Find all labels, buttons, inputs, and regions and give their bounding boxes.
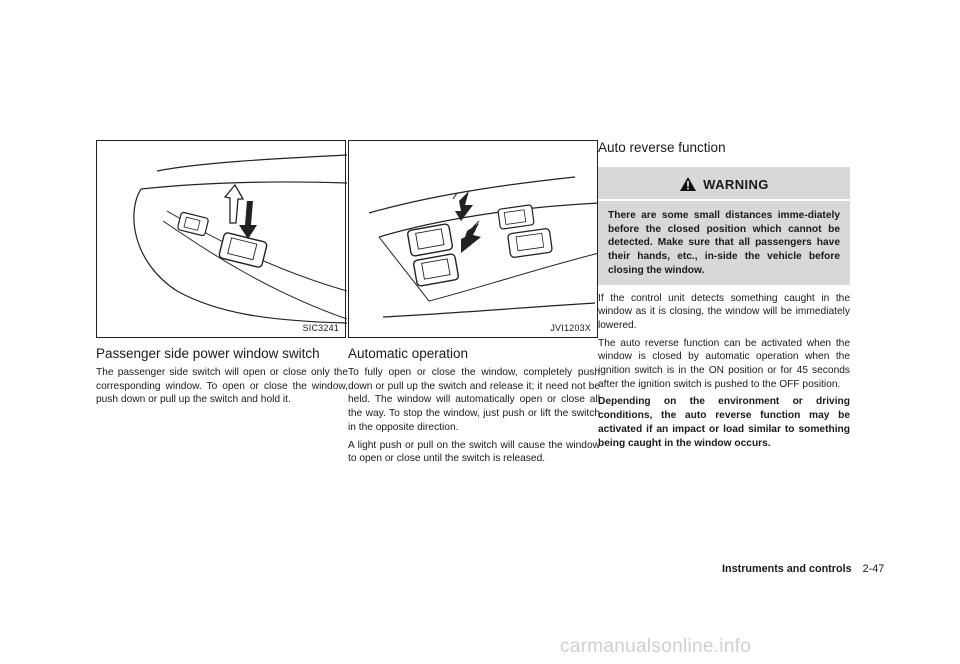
warning-box bbox=[598, 167, 850, 285]
body-paragraph: To fully open or close the window, completely push down or pull up the switch and release it; it need not be held. The window will automatically open or close all the way. To stop the window, just push or lift the switch in the opposite direction. bbox=[348, 367, 600, 433]
body-paragraph: If the control unit detects something caught in the window as it is closing, the window will be immediately lowered. bbox=[598, 292, 850, 331]
body-paragraph: A light push or pull on the switch will cause the window to open or close until the switch is released. bbox=[348, 439, 600, 465]
watermark: carmanualsonline.info bbox=[560, 636, 752, 657]
column-middle bbox=[348, 140, 600, 470]
figure-automatic-switch bbox=[348, 140, 598, 338]
footer-section-title: Instruments and controls bbox=[722, 563, 852, 575]
automatic-switch-illustration bbox=[349, 141, 599, 339]
warning-title: WARNING bbox=[703, 176, 769, 192]
warning-header bbox=[608, 167, 840, 197]
page-number: 2-47 bbox=[862, 563, 885, 575]
figure-passenger-switch bbox=[96, 140, 346, 338]
column-left bbox=[96, 140, 348, 411]
section-heading: Passenger side power window switch bbox=[96, 346, 320, 361]
warning-triangle-icon bbox=[679, 176, 697, 192]
section-heading: Automatic operation bbox=[348, 346, 469, 361]
figure-code: SIC3241 bbox=[302, 323, 339, 333]
column-right bbox=[598, 140, 850, 454]
section-heading: Auto reverse function bbox=[598, 140, 726, 155]
warning-text: There are some small distances imme-diately before the closed position which cannot be detected. Make sure that all passengers have their hands, etc., in-side the vehicle before closing the window. bbox=[608, 210, 840, 276]
figure-code: JVI1203X bbox=[550, 323, 591, 333]
body-paragraph: The auto reverse function can be activated when the window is closed by automatic operation when the ignition switch is in the ON position or for 45 seconds after the ignition switch is pushed to the OFF position. bbox=[598, 337, 850, 390]
bold-paragraph: Depending on the environment or driving conditions, the auto reverse function may be activated if an impact or load similar to something being caught in the window occurs. bbox=[598, 396, 850, 449]
page-footer bbox=[722, 563, 884, 575]
passenger-switch-illustration bbox=[97, 141, 347, 339]
body-paragraph: The passenger side switch will open or close only the corresponding window. To open or close the window, push down or pull up the switch and hold it. bbox=[96, 367, 348, 406]
